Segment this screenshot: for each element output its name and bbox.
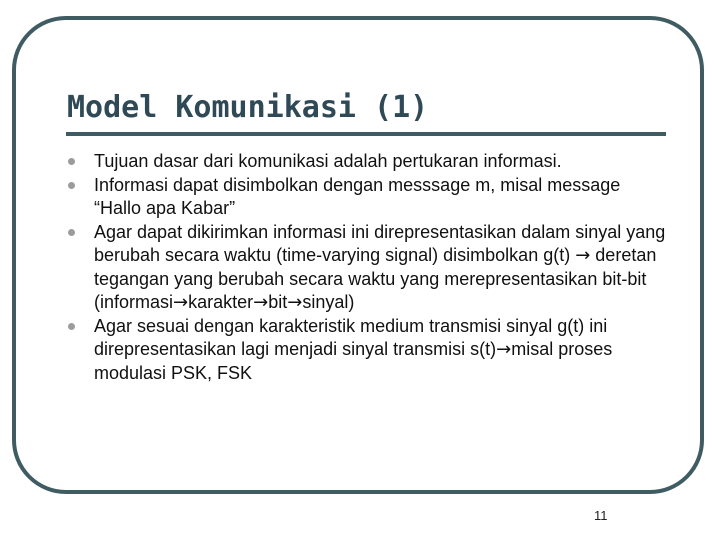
- bullet-item-1: [66, 150, 666, 174]
- bullet-text-segment: Agar dapat dikirimkan informasi ini direpresentasikan dalam sinyal yang berubah secara waktu (time-varying signal) disimbolkan g(t): [94, 221, 666, 265]
- bullet-dot-icon: [68, 229, 75, 236]
- bullet-item-2: [66, 174, 666, 221]
- bullet-text-segment: deretan tegangan yang berubah secara waktu yang merepresentasikan bit-bit (informasi: [94, 245, 657, 312]
- bullet-dot-icon: [68, 182, 75, 189]
- bullet-text-segment: misal proses modulasi PSK, FSK: [94, 339, 613, 383]
- right-arrow-icon: →: [496, 339, 512, 360]
- right-arrow-icon: →: [287, 292, 303, 313]
- bullet-dot-icon: [68, 158, 75, 165]
- slide-title: Model Komunikasi (1): [67, 90, 429, 125]
- bullet-text: Tujuan dasar dari komunikasi adalah pertukaran informasi.: [94, 151, 562, 171]
- page-number: 11: [594, 508, 608, 523]
- right-arrow-icon: →: [253, 292, 269, 313]
- right-arrow-icon: →: [575, 245, 591, 266]
- bullet-text-segment: sinyal): [302, 292, 355, 312]
- right-arrow-icon: →: [173, 292, 189, 313]
- bullet-list: [66, 150, 666, 385]
- bullet-dot-icon: [68, 323, 75, 330]
- bullet-text-segment: karakter: [188, 292, 254, 312]
- bullet-item-4: [66, 315, 666, 386]
- bullet-text-segment: bit: [268, 292, 288, 312]
- bullet-item-3: [66, 221, 666, 315]
- bullet-text-segment: Agar sesuai dengan karakteristik medium transmisi sinyal g(t) ini direpresentasikan lagi menjadi sinyal transmisi s(t): [94, 315, 608, 359]
- bullet-text: Informasi dapat disimbolkan dengan messsage m, misal message “Hallo apa Kabar”: [94, 174, 621, 218]
- title-underline: [66, 132, 666, 136]
